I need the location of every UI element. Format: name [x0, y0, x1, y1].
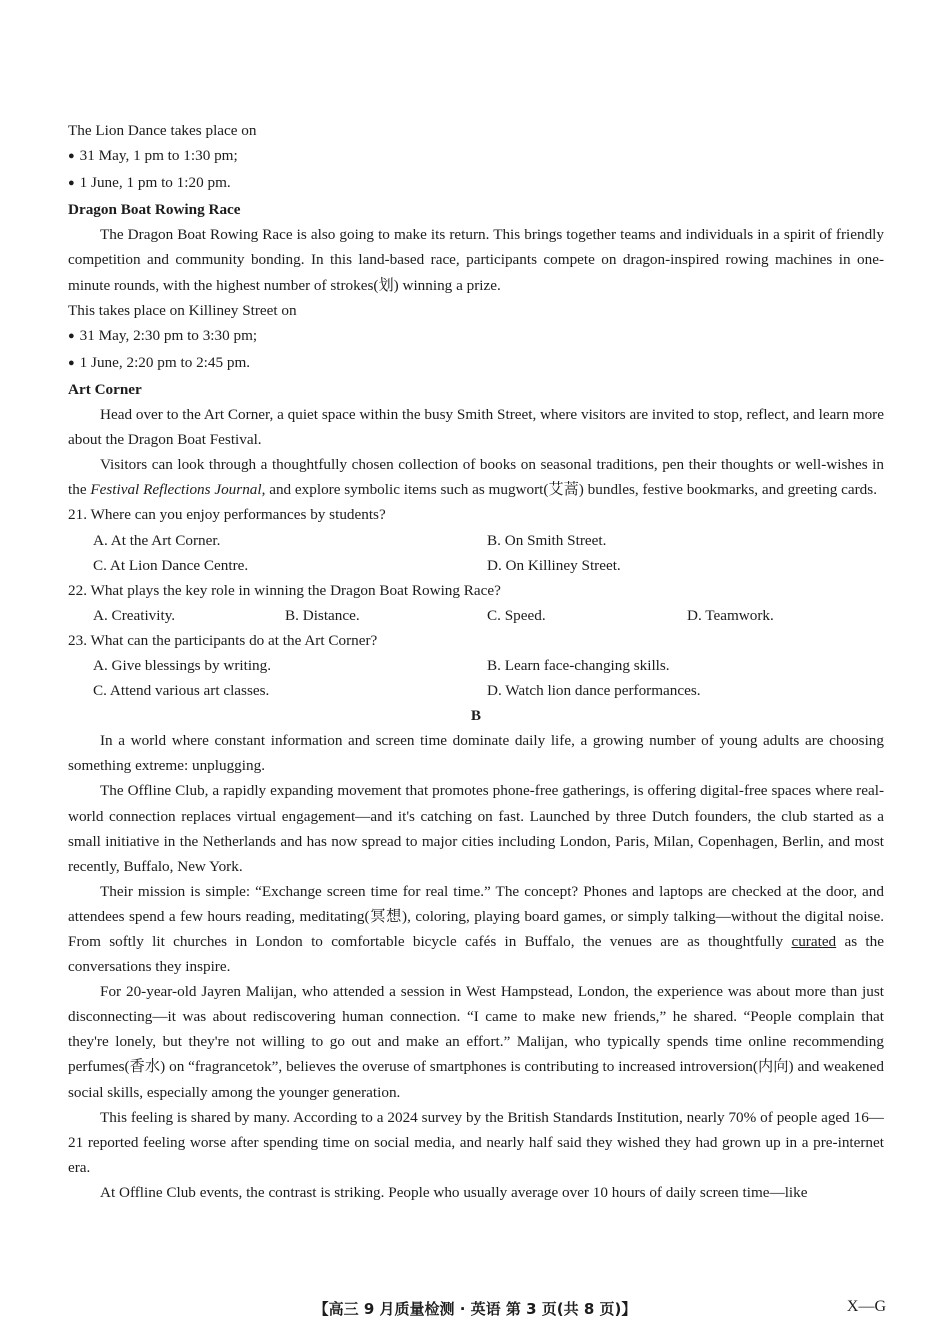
para3-start: Their mission is simple: “Exchange screen time for real time.” The concept? Phones and laptops are checked at the door, and attendees spend a few hours reading, meditating(冥想), coloring, playing board games, or simply talking—without the digital noise. From softly lit churches in London to comfortable bicycle cafés in Buffalo, the venues are as thoughtfully: [68, 882, 884, 950]
footer-label: 【高三 9 月质量检测 · 英语 第 3 页(共 8 页)】: [313, 1300, 637, 1318]
question-23-options: [68, 653, 884, 703]
question-21-options: [68, 528, 884, 578]
option-21-b: B. On Smith Street.: [487, 531, 607, 549]
question-21-stem: 21. Where can you enjoy performances by students?: [68, 506, 386, 524]
passage-b-paragraph-4: For 20-year-old Jayren Malijan, who attended a session in West Hampstead, London, the experience was about more than just disconnecting—it was about rediscovering human connection. “I came to make new friends,” he shared. “People complain that they're lonely, but they're not willing to go out and make an effort.” Malijan, who typically spends time online recommending perfumes(香水) on “fragrancetok”, believes the overuse of smartphones is contributing to increased introversion(内向) and weakened social skills, especially among the younger generation.: [68, 983, 884, 1101]
page-footer: [0, 1298, 950, 1322]
option-23-b: B. Learn face-changing skills.: [487, 656, 670, 674]
option-22-c: C. Speed.: [487, 606, 546, 624]
dragon-boat-heading: Dragon Boat Rowing Race: [68, 201, 241, 219]
passage-b-paragraph-5: This feeling is shared by many. According to a 2024 survey by the British Standards Institution, nearly 70% of people aged 16—21 reported feeling worse after spending time on social media, and nearly half said they wished they had grown up in a pre-internet era.: [68, 1108, 884, 1176]
question-22-options: [68, 603, 884, 628]
lion-dance-time-1: ● 31 May, 1 pm to 1:30 pm;: [68, 143, 884, 170]
option-22-a: A. Creativity.: [93, 606, 176, 624]
question-23-stem: 23. What can the participants do at the Art Corner?: [68, 631, 378, 649]
option-22-b: B. Distance.: [285, 606, 360, 624]
art-corner-heading: Art Corner: [68, 380, 142, 398]
art-corner-paragraph-2: [68, 452, 884, 502]
underlined-word-curated: curated: [791, 933, 837, 950]
dragon-boat-time-1: ● 31 May, 2:30 pm to 3:30 pm;: [68, 323, 884, 350]
art-corner-paragraph-1: Head over to the Art Corner, a quiet space within the busy Smith Street, where visitors are invited to stop, reflect, and learn more about the Dragon Boat Festival.: [68, 406, 884, 449]
para3-end: as the conversations they inspire.: [68, 933, 884, 976]
passage-b-paragraph-6: At Offline Club events, the contrast is striking. People who usually average over 10 hours of daily screen time—like: [100, 1183, 808, 1201]
art-para2-start: Visitors can look through a thoughtfully chosen collection of books on seasonal traditions, pen their thoughts or well-wishes in the: [68, 456, 884, 499]
option-21-c: C. At Lion Dance Centre.: [93, 556, 249, 574]
dragon-boat-paragraph: The Dragon Boat Rowing Race is also going to make its return. This brings together teams and individuals in a spirit of friendly competition and community bonding. In this land-based race, participants compete on dragon-inspired rowing machines in one-minute rounds, with the highest number of strokes(划) winning a prize.: [68, 226, 884, 294]
question-22-stem: 22. What plays the key role in winning the Dragon Boat Rowing Race?: [68, 581, 501, 599]
page-content: [68, 118, 884, 1205]
art-para2-end: , and explore symbolic items such as mugwort(艾蒿) bundles, festive bookmarks, and greeting cards.: [261, 481, 877, 499]
passage-b-paragraph-2: The Offline Club, a rapidly expanding movement that promotes phone-free gatherings, is offering digital-free spaces where real-world connection replaces virtual engagement—and it's catching on fast. Launched by three Dutch founders, the club started as a small initiative in the Netherlands and has now spread to major cities including London, Paris, Milan, Copenhagen, Berlin, and most recently, Buffalo, New York.: [68, 782, 884, 875]
paper-code: X—G: [846, 1298, 886, 1315]
option-23-d: D. Watch lion dance performances.: [487, 682, 701, 700]
option-23-a: A. Give blessings by writing.: [93, 656, 272, 674]
option-22-d: D. Teamwork.: [687, 606, 774, 624]
option-21-d: D. On Killiney Street.: [487, 556, 621, 574]
passage-b-paragraph-1: In a world where constant information and screen time dominate daily life, a growing number of young adults are choosing something extreme: unplugging.: [68, 732, 884, 775]
option-23-c: C. Attend various art classes.: [93, 682, 270, 700]
journal-title: Festival Reflections Journal: [90, 481, 262, 499]
section-b-label: B: [470, 707, 482, 725]
lion-dance-intro: The Lion Dance takes place on: [68, 122, 257, 139]
passage-b-paragraph-3: [68, 879, 884, 979]
option-21-a: A. At the Art Corner.: [93, 531, 221, 549]
dragon-boat-place: This takes place on Killiney Street on: [68, 301, 297, 319]
dragon-boat-time-2: ● 1 June, 2:20 pm to 2:45 pm.: [68, 350, 884, 377]
lion-dance-time-2: ● 1 June, 1 pm to 1:20 pm.: [68, 170, 884, 197]
